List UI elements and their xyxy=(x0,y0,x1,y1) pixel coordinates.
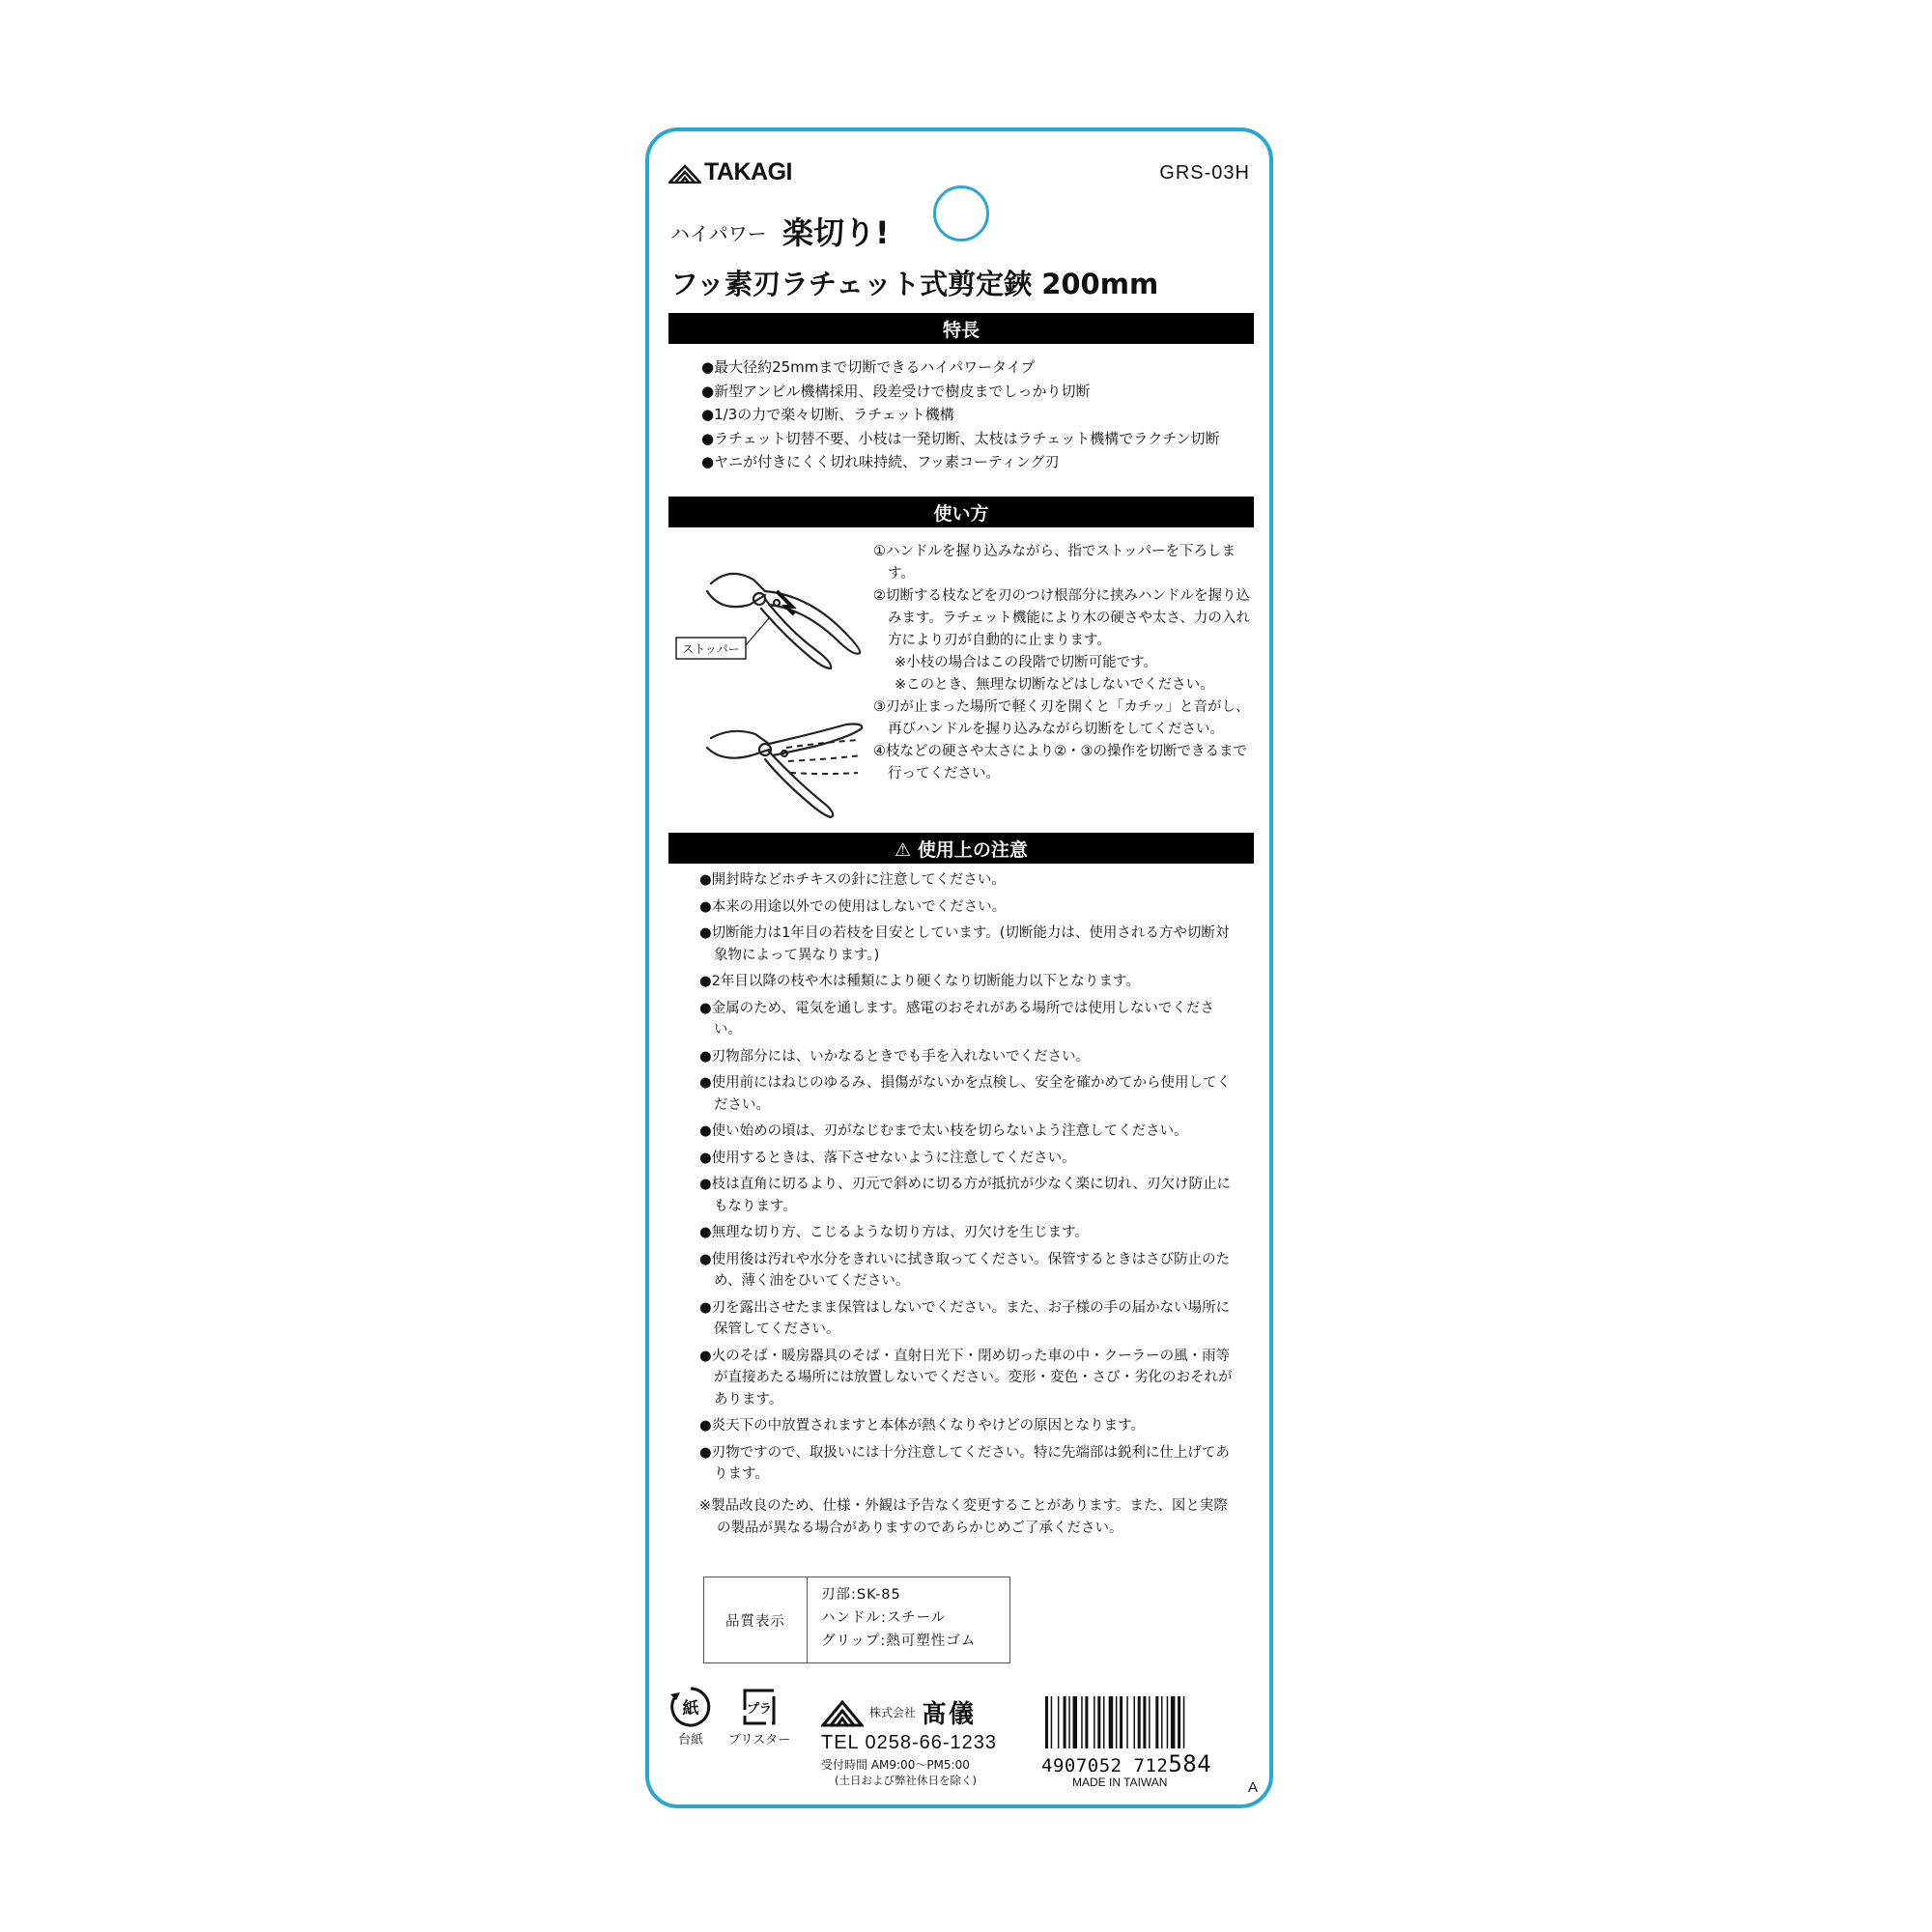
barcode-bar xyxy=(1045,1696,1048,1748)
list-item: ● 枝は直角に切るより、刃元で斜めに切る方が抵抗が少なく楽に切れ、刃欠け防止にもなります。 xyxy=(699,1174,1240,1217)
house-logo-icon xyxy=(668,162,701,184)
list-item: ● ヤニが付きにくく切れ味持続、フッ素コーティング刃 xyxy=(701,450,1242,474)
list-item: ● 使用前にはねじのゆるみ、損傷がないかを点検し、安全を確かめてから使用してください。 xyxy=(699,1072,1240,1116)
barcode-bar xyxy=(1143,1696,1146,1748)
company-name: 髙儀 xyxy=(922,1700,977,1729)
list-item: ● 使用後は汚れや水分をきれいに拭き取ってください。保管するときはさび防止のため、薄く油をひいてください。 xyxy=(699,1249,1240,1293)
barcode-bar xyxy=(1171,1696,1176,1748)
features-heading: 特長 xyxy=(668,313,1254,344)
barcode-bar xyxy=(1081,1696,1083,1748)
stopper-label: ストッパー xyxy=(682,642,740,656)
barcode-bar xyxy=(1183,1696,1185,1748)
quality-row: グリップ:熱可塑性ゴム xyxy=(821,1634,977,1649)
barcode-bar xyxy=(1120,1696,1122,1748)
usage-note: ※小枝の場合はこの段階で切断可能です。 xyxy=(895,655,1157,670)
list-item: ● ラチェット切替不要、小枝は一発切断、太枝はラチェット機構でラクチン切断 xyxy=(701,427,1242,451)
list-item: ● 炎天下の中放置されますと本体が熱くなりやけどの原因となります。 xyxy=(699,1415,1240,1437)
list-item: ● 火のそば・暖房器具のそば・直射日光下・閉め切った車の中・クーラーの風・雨等が直接あたる場所には放置しないでください。変形・変色・さび・劣化のおそれがあります。 xyxy=(699,1346,1240,1411)
company-prefix: 株式会社 xyxy=(869,1706,917,1719)
features-list xyxy=(701,355,1242,474)
barcode-bar xyxy=(1134,1696,1136,1748)
paper-recycle-caption: 台紙 xyxy=(677,1733,703,1747)
plastic-recycle-caption: ブリスター xyxy=(728,1733,791,1747)
svg-text:紙: 紙 xyxy=(682,1699,699,1719)
barcode-bar xyxy=(1058,1696,1060,1748)
paper-recycle-mark xyxy=(668,1685,713,1747)
revision-mark: A xyxy=(1248,1779,1259,1796)
list-item: ● 金属のため、電気を通します。感電のおそれがある場所では使用しないでください。 xyxy=(699,998,1240,1041)
plastic-recycle-icon xyxy=(737,1685,781,1729)
company-info xyxy=(821,1694,997,1788)
list-item: ● 無理な切り方、こじるような切り方は、刃欠けを生じます。 xyxy=(699,1222,1240,1244)
list-item: ● 新型アンビル機構採用、段差受けで樹皮までしっかり切断 xyxy=(701,380,1242,404)
subtitle-big: 楽切り! xyxy=(782,214,890,251)
company-hours: 受付時間 AM9:00〜PM5:00 xyxy=(821,1758,970,1772)
list-item: ● 刃を露出させたまま保管はしないでください。また、お子様の手の届かない場所に保管してください。 xyxy=(699,1297,1240,1341)
usage-step: ②切断する枝などを刃のつけ根部分に挟みハンドルを握り込みます。ラチェット機能により木の硬さや太さ、力の入れ方により刃が自動的に止まります。 xyxy=(873,588,1250,648)
barcode-bar xyxy=(1116,1696,1118,1748)
plastic-recycle-mark xyxy=(728,1685,790,1747)
barcode-bar xyxy=(1138,1696,1141,1748)
brand-name: TAKAGI xyxy=(704,158,792,185)
barcode-bar xyxy=(1094,1696,1095,1748)
quality-row: 刃部:SK-85 xyxy=(821,1587,901,1603)
product-title: フッ素刃ラチェット式剪定鋏 200mm xyxy=(670,268,1159,300)
barcode-bar xyxy=(1149,1696,1151,1748)
barcode-bar xyxy=(1085,1696,1088,1748)
company-hours-note: (土日および弊社休日を除く) xyxy=(835,1774,977,1787)
usage-steps xyxy=(873,541,1250,785)
cautions-heading: ⚠ 使用上の注意 xyxy=(668,833,1254,864)
barcode-bar xyxy=(1161,1696,1163,1748)
company-tel: TEL 0258-66-1233 xyxy=(821,1732,998,1753)
barcode-digits-end: 584 xyxy=(1168,1750,1212,1777)
barcode-bar xyxy=(1178,1696,1180,1748)
company-logo-icon xyxy=(821,1698,864,1727)
paper-recycle-icon xyxy=(668,1685,713,1729)
barcode-bar xyxy=(1103,1696,1105,1748)
barcode-number xyxy=(1041,1750,1211,1777)
barcode-bar xyxy=(1126,1696,1128,1748)
barcode-bar xyxy=(1073,1696,1078,1748)
barcode-bar xyxy=(1051,1696,1053,1748)
quality-row: ハンドル:スチール xyxy=(821,1610,947,1626)
list-item: ● 1/3の力で楽々切断、ラチェット機構 xyxy=(701,403,1242,427)
subtitle-small: ハイパワー xyxy=(670,222,767,245)
quality-label: 品質表示 xyxy=(704,1577,808,1662)
brand-logo xyxy=(668,158,792,186)
list-item: ● 2年目以降の枝や木は種類により硬くなり切断能力以下となります。 xyxy=(699,971,1240,993)
model-number: GRS-03H xyxy=(1159,162,1250,184)
hang-hole xyxy=(933,185,989,242)
svg-text:プラ: プラ xyxy=(747,1702,773,1717)
list-item: ● 切断能力は1年目の若枝を目安としています。(切断能力は、使用される方や切断対象物によって異なります。) xyxy=(699,923,1240,966)
pruner-illustration xyxy=(672,545,896,835)
list-item: ● 最大径約25mmまで切断できるハイパワータイプ xyxy=(701,355,1242,380)
usage-step: ③刃が止まった場所で軽く刃を開くと「カチッ」と音がし、再びハンドルを握り込みながら切断をしてください。 xyxy=(873,699,1250,737)
quality-rows xyxy=(808,1577,989,1662)
barcode-bar xyxy=(1097,1696,1100,1748)
list-item: ● 刃物ですので、取扱いには十分注意してください。特に先端部は鋭利に仕上げてあります。 xyxy=(699,1442,1240,1486)
barcode-bar xyxy=(1109,1696,1114,1748)
usage-step: ④枝などの硬さや太さにより②・③の操作を切断できるまで行ってください。 xyxy=(873,744,1247,781)
package-card xyxy=(645,128,1273,1808)
cautions-list xyxy=(699,869,1240,1491)
quality-label-table xyxy=(703,1577,1010,1663)
usage-step: ①ハンドルを握り込みながら、指でストッパーを下ろします。 xyxy=(873,544,1236,582)
list-item: ● 開封時などホチキスの針に注意してください。 xyxy=(699,869,1240,892)
barcode-bar xyxy=(1064,1696,1066,1748)
barcode xyxy=(1043,1696,1221,1748)
made-in-label: MADE IN TAIWAN xyxy=(1072,1776,1168,1789)
barcode-bar xyxy=(1167,1696,1169,1748)
barcode-bar xyxy=(1068,1696,1070,1748)
list-item: ● 本来の用途以外での使用はしないでください。 xyxy=(699,896,1240,919)
barcode-digits-main: 4907052 712 xyxy=(1041,1755,1169,1776)
list-item: ● 刃物部分には、いかなるときでも手を入れないでください。 xyxy=(699,1046,1240,1068)
barcode-bar xyxy=(1155,1696,1158,1748)
usage-note: ※このとき、無理な切断などはしないでください。 xyxy=(895,677,1214,693)
footnote: ※製品改良のため、仕様・外観は予告なく変更することがあります。また、図と実際の製品が異なる場合がありますのであらかじめご了承ください。 xyxy=(699,1498,1228,1536)
usage-heading: 使い方 xyxy=(668,497,1254,527)
list-item: ● 使用するときは、落下させないように注意してください。 xyxy=(699,1148,1240,1170)
list-item: ● 使い始めの頃は、刃がなじむまで太い枝を切らないよう注意してください。 xyxy=(699,1121,1240,1143)
